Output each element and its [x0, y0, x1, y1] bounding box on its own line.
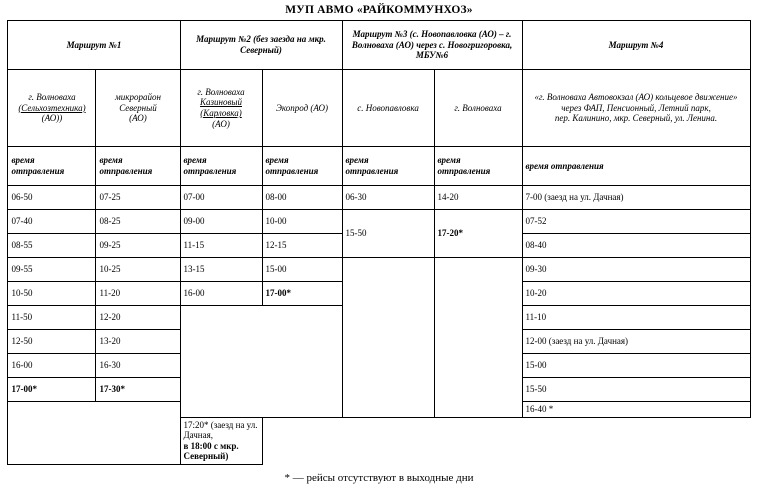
- time-cell-c4-r5: 17-00*: [262, 282, 342, 306]
- stop-line: Северный: [119, 102, 157, 113]
- departure-header-line: время: [11, 155, 35, 166]
- time-cell-c4-r1: 08-00: [262, 186, 342, 210]
- departure-header-1: [8, 147, 96, 186]
- route4-cell-r5: 10-20: [522, 282, 750, 306]
- departure-header-2: [96, 147, 180, 186]
- time-cell-c1-r5: 10-50: [8, 282, 96, 306]
- stop-line: Экопрод (АО): [275, 102, 329, 113]
- route4-cell-r11: [180, 417, 262, 464]
- departure-header-line: время: [345, 155, 369, 166]
- route-header-1: Маршрут №1: [8, 21, 180, 70]
- departure-header-line: время: [437, 155, 461, 166]
- time-cell-c1-r6: 11-50: [8, 306, 96, 330]
- departure-header-3: [180, 147, 262, 186]
- departure-header-line: время: [265, 155, 289, 166]
- table-row-departure-headers: [8, 147, 750, 186]
- time-cell-c2-r6: 12-20: [96, 306, 180, 330]
- stop-line: пер. Калинино, мкр. Северный, ул. Ленина.: [554, 113, 718, 124]
- route4-cell-r3: 08-40: [522, 234, 750, 258]
- departure-header-6: [434, 147, 522, 186]
- table-row: [8, 258, 750, 282]
- time-cell-c3-r4: 13-15: [180, 258, 262, 282]
- departure-header-line: отправления: [265, 166, 319, 176]
- route4-cell-r7: 12-00 (заезд на ул. Дачная): [522, 330, 750, 354]
- departure-header-line: время: [99, 155, 123, 166]
- stop-line: (Карловка): [200, 108, 242, 118]
- table-row: [8, 186, 750, 210]
- route-header-2: Маршрут №2 (без заезда на мкр. Северный): [180, 21, 342, 70]
- table-row-route-headers: [8, 21, 750, 70]
- table-row-stops: [8, 70, 750, 147]
- stop-cell-6: [434, 70, 522, 147]
- stop-line: микрорайон: [115, 92, 161, 103]
- time-cell-c2-r3: 09-25: [96, 234, 180, 258]
- departure-header-line: отправления: [11, 166, 65, 176]
- time-cell-c5-blank: [342, 258, 434, 418]
- stop-line: Казиновый: [200, 97, 242, 108]
- stop-cell-1: [8, 70, 96, 147]
- route4-cell-r8: 15-00: [522, 354, 750, 378]
- departure-header-4: [262, 147, 342, 186]
- time-cell-c12-blank: [8, 402, 180, 465]
- time-cell-c6-r2: 17-20*: [434, 210, 522, 258]
- departure-header-line: отправления: [345, 166, 399, 176]
- time-cell-c2-r9: 17-30*: [96, 378, 180, 402]
- stop-line: (Сельхозтехника): [18, 102, 86, 113]
- time-cell-c2-r7: 13-20: [96, 330, 180, 354]
- schedule-table: [7, 20, 750, 465]
- stop-line: г. Волноваха: [454, 102, 502, 113]
- route4-cell-r1: 7-00 (заезд на ул. Дачная): [522, 186, 750, 210]
- time-cell-c2-r1: 07-25: [96, 186, 180, 210]
- time-cell-c4-r2: 10-00: [262, 210, 342, 234]
- stop-line: (АО): [212, 118, 230, 129]
- time-cell-c2-r4: 10-25: [96, 258, 180, 282]
- departure-header-7: время отправления: [522, 147, 750, 186]
- stop-line: г. Волноваха: [197, 86, 245, 97]
- stop-line: г. Волноваха: [28, 92, 76, 103]
- time-cell-c6-blank: [434, 258, 522, 418]
- route-header-3: Маршрут №3 (с. Новопавловка (АО) – г. Волноваха (АО) через с. Новогригоровка, МБУ№6: [342, 21, 522, 70]
- time-cell-c1-r7: 12-50: [8, 330, 96, 354]
- stop-cell-2: [96, 70, 180, 147]
- route4-cell-r6: 11-10: [522, 306, 750, 330]
- time-cell-c5-r2: 15-50: [342, 210, 434, 258]
- table-row: [8, 210, 750, 234]
- time-cell-c1-r4: 09-55: [8, 258, 96, 282]
- time-cell-c1-r1: 06-50: [8, 186, 96, 210]
- route4-cell-r9: 15-50: [522, 378, 750, 402]
- stop-cell-5: [342, 70, 434, 147]
- stop-line: (АО): [129, 113, 147, 124]
- time-cell-c3-r5: 16-00: [180, 282, 262, 306]
- route4-cell-r10: 16-40 *: [522, 402, 750, 418]
- stop-line: «г. Волноваха Автовокзал (АО) кольцевое движение»: [534, 92, 738, 103]
- time-cell-c3-r3: 11-15: [180, 234, 262, 258]
- time-cell-c6-r1: 14-20: [434, 186, 522, 210]
- footnote: * — рейсы отсутствуют в выходные дни: [284, 472, 474, 484]
- stop-line: (АО)): [41, 113, 63, 124]
- time-cell-c1-r3: 08-55: [8, 234, 96, 258]
- time-cell-c34-blank: [180, 306, 342, 418]
- departure-header-line: отправления: [183, 166, 237, 176]
- stop-cell-3: [180, 70, 262, 147]
- route4-note-line: 17:20* (заезд на ул. Дачная,: [183, 419, 258, 441]
- departure-header-5: [342, 147, 434, 186]
- stop-line: с. Новопавловка: [357, 102, 419, 113]
- route4-cell-r4: 09-30: [522, 258, 750, 282]
- time-cell-c2-r5: 11-20: [96, 282, 180, 306]
- route4-note-line: в 18:00 с мкр. Северный): [183, 440, 239, 462]
- time-cell-c4-r3: 12-15: [262, 234, 342, 258]
- page-title: МУП АВМО «РАЙКОММУНХОЗ»: [285, 4, 473, 16]
- time-cell-c1-r2: 07-40: [8, 210, 96, 234]
- departure-header-line: отправления: [99, 166, 153, 176]
- time-cell-c1-r9: 17-00*: [8, 378, 96, 402]
- time-cell-c4-r4: 15-00: [262, 258, 342, 282]
- stop-cell-7: [522, 70, 750, 147]
- time-cell-c3-r2: 09-00: [180, 210, 262, 234]
- stop-line: через ФАП, Пенсионный, Летний парк,: [561, 102, 711, 113]
- stop-cell-4: [262, 70, 342, 147]
- time-cell-c5-r1: 06-30: [342, 186, 434, 210]
- time-cell-c1-r8: 16-00: [8, 354, 96, 378]
- route-header-4: Маршрут №4: [522, 21, 750, 70]
- time-cell-c3-r1: 07-00: [180, 186, 262, 210]
- departure-header-line: время: [183, 155, 207, 166]
- route4-cell-r2: 07-52: [522, 210, 750, 234]
- time-cell-c2-r2: 08-25: [96, 210, 180, 234]
- time-cell-c2-r8: 16-30: [96, 354, 180, 378]
- departure-header-line: отправления: [437, 166, 491, 176]
